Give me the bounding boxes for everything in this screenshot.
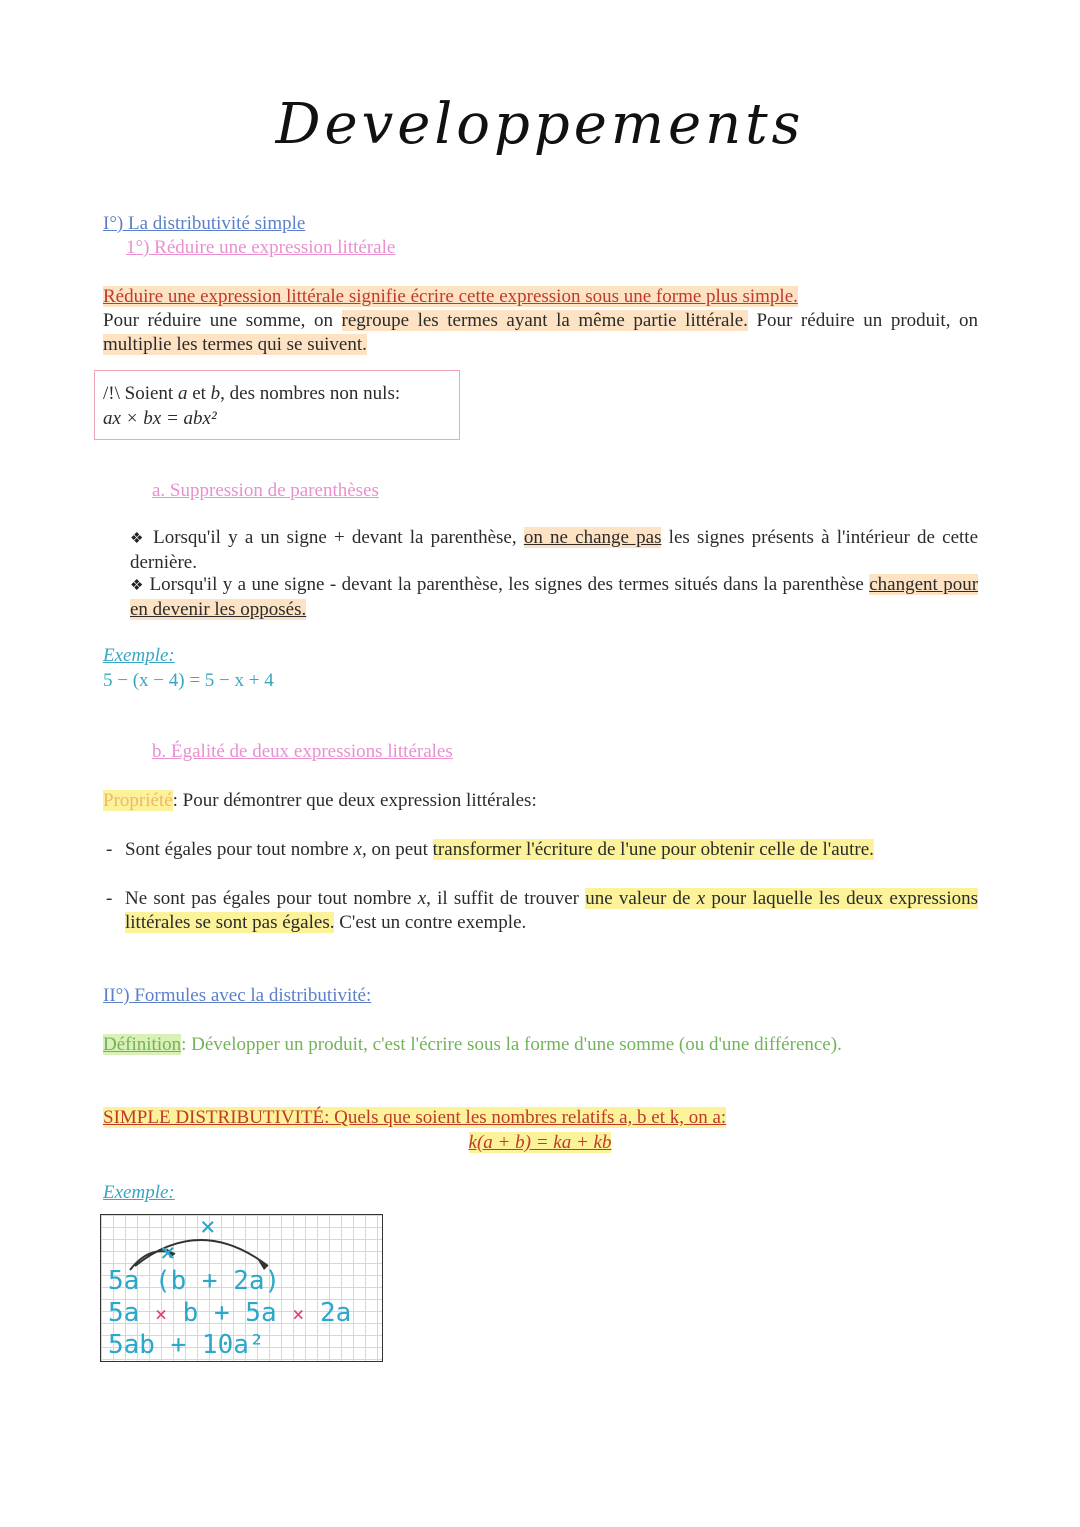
diamond-bullet-icon: ❖	[130, 531, 146, 547]
subsection-heading-b: b. Égalité de deux expressions littérales	[152, 741, 453, 762]
definition-label: Définition	[103, 1034, 182, 1055]
property-line	[103, 789, 537, 813]
multiply-mark: ×	[160, 1238, 176, 1268]
example-label-2: Exemple:	[103, 1182, 175, 1203]
definition-sentence: Réduire une expression littérale signifie écrire cette expression sous une forme plus simple.	[103, 286, 798, 307]
text-span: , il suffit de trouver	[426, 888, 586, 909]
warning-text	[103, 382, 400, 406]
text-span: Sont égales pour tout nombre	[125, 839, 354, 860]
multiply-mark: ×	[200, 1212, 216, 1242]
text-span: Pour réduire un produit, on	[747, 310, 979, 331]
text-span: b + 5a	[182, 1298, 277, 1328]
text-span: , on peut	[361, 839, 433, 860]
highlight-span: changent pour en devenir les opposés.	[130, 574, 979, 620]
var-b: b	[210, 383, 221, 404]
text-span: Lorsqu'il y a une signe - devant la parenthèse, les signes des termes situés dans la parenthèse	[149, 574, 870, 595]
handwritten-line-3: 5ab + 10a²	[108, 1330, 265, 1360]
bullet-item	[130, 526, 978, 575]
multiply-sign: ×	[154, 1302, 168, 1326]
text-span: Lorsqu'il y a un signe + devant la parenthèse,	[153, 527, 524, 548]
multiply-sign: ×	[292, 1302, 305, 1326]
var-a: a	[177, 383, 188, 404]
section-heading-2: II°) Formules avec la distributivité:	[103, 985, 372, 1006]
highlight-span: pour laquelle les deux expressions littérales se sont pas égales.	[125, 888, 978, 933]
handwritten-line-2	[108, 1298, 351, 1329]
highlight-span: SIMPLE DISTRIBUTIVITÉ: Quels que soient les nombres relatifs a, b et k, on a:	[103, 1107, 727, 1128]
simple-distributivity-title	[103, 1106, 978, 1130]
text-span: les signes présents à l'intérieur de cette dernière.	[130, 527, 979, 573]
text-span: , des nombres non nuls:	[220, 383, 401, 404]
handwritten-line-1: 5a (b + 2a)	[108, 1266, 281, 1296]
var-x: x	[417, 888, 427, 909]
highlight-span: une valeur de	[585, 888, 697, 909]
dash-bullet: -	[106, 839, 113, 860]
bullet-item	[130, 573, 978, 622]
formula-span: k(a + b) = ka + kb	[468, 1132, 612, 1153]
subsection-heading-1: 1°) Réduire une expression littérale	[126, 237, 396, 258]
dash-item	[125, 838, 978, 862]
text-span: /!\ Soient	[103, 383, 178, 404]
highlight-span: multiplie les termes qui se suivent.	[103, 334, 367, 355]
example-label: Exemple:	[103, 645, 175, 666]
reduce-paragraph	[103, 309, 978, 357]
distribution-arrows	[100, 1214, 381, 1274]
text-span: C'est un contre exemple.	[334, 912, 527, 933]
diamond-bullet-icon: ❖	[130, 578, 145, 594]
warning-formula: ax × bx = abx²	[103, 408, 217, 429]
definition-2	[103, 1033, 978, 1057]
definition-paragraph	[103, 285, 978, 309]
text-span: Pour réduire une somme, on	[103, 310, 342, 331]
highlight-span: on ne change pas	[523, 527, 662, 548]
example-formula: 5 − (x − 4) = 5 − x + 4	[103, 670, 274, 691]
dash-item	[125, 887, 978, 935]
text-span: 2a	[319, 1298, 352, 1328]
text-span: Ne sont pas égales pour tout nombre	[125, 888, 418, 909]
subsection-heading-a: a. Suppression de parenthèses	[152, 480, 379, 501]
text-span: et	[187, 383, 211, 404]
page-title: Developpements	[275, 92, 805, 157]
highlight-span: regroupe les termes ayant la même partie littérale.	[341, 310, 748, 331]
highlight-span: transformer l'écriture de l'une pour obtenir celle de l'autre.	[432, 839, 874, 860]
dash-bullet: -	[106, 888, 113, 909]
var-x: x	[353, 839, 362, 860]
property-label: Propriété	[103, 790, 173, 811]
text-span: 5a	[108, 1298, 140, 1328]
section-heading-1: I°) La distributivité simple	[103, 213, 306, 234]
simple-distributivity-formula	[0, 1131, 1080, 1155]
var-x: x	[696, 888, 706, 909]
text-span: : Développer un produit, c'est l'écrire sous la forme d'une somme (ou d'une différence).	[181, 1034, 842, 1055]
text-span: : Pour démontrer que deux expression littérales:	[172, 790, 537, 811]
